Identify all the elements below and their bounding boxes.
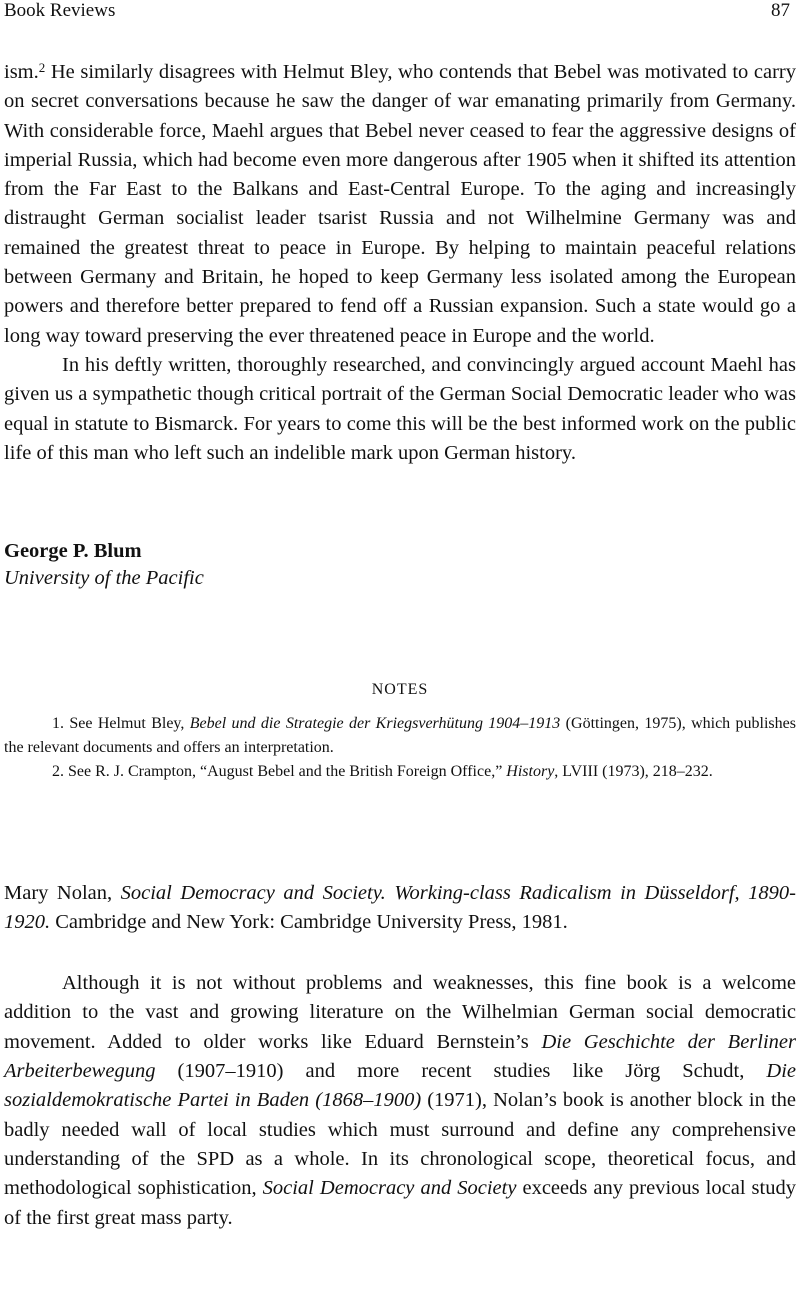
review-1-body [4,58,796,468]
book-author: Mary Nolan, [4,882,121,905]
book-publisher: Cambridge and New York: Cambridge University Press, 1981. [50,911,568,934]
reviewer-signature [4,538,796,592]
review-2-citation [4,879,796,937]
cited-title: Die sozialdemokratische Partei in Baden (1868–1900) [4,1060,796,1112]
review-1-paragraph-1 [4,58,796,351]
review-2-body [4,969,796,1233]
note-2 [4,760,796,784]
text-run: ism. [4,61,39,83]
running-head [4,0,796,26]
text-run: exceeds any previous local study of the first great mass party. [4,1177,796,1229]
notes-heading: NOTES [371,681,429,699]
review-1-paragraph-2: In his deftly written, thoroughly researched, and convincingly argued account Maehl has given us a sympathetic though critical portrait of the German Social Democratic leader who was equal in statute to Bismarck. For years to come this will be the best informed work on the public life of this man who left such an indelible mark upon German history. [4,353,796,464]
text-run: He similarly disagrees with Helmut Bley, who contends that Bebel was motivated to carry on secret conversations because he saw the danger of war emanating primarily from Germany. With considerable force, Maehl argues that Bebel never ceased to fear the aggressive designs of imperial Russia, which had become even more dangerous after 1905 when it shifted its attention from the Far East to the Balkans and East-Central Europe. To the aging and increasingly distraught German socialist leader tsarist Russia and not Wilhelmine Germany was and remained the greatest threat to peace in Europe. By helping to maintain peaceful relations between Germany and Britain, he hoped to keep Germany less isolated among the European powers and therefore better prepared to fend off a Russian expansion. Such a state would go a long way toward preserving the ever threatened peace in Europe and the world. [4,61,796,347]
text-run: , LVIII (1973), 218–232. [554,763,713,781]
footnote-ref-2: 2 [38,60,46,75]
cited-title: Die Geschichte der Berliner Arbeiterbewegung [4,1030,796,1083]
text-run: Although it is not without problems and weaknesses, this fine book is a welcome addition to the vast and growing literature on the Wilhelmian German social democratic movement. Added to older works like Eduard Bernstein’s [4,972,796,1053]
note-2-journal: History [506,763,555,781]
text-run: (1907–1910) and more recent studies like Jörg Schudt, [155,1060,767,1083]
text-run: (1971), Nolan’s book is another block in the badly needed wall of local studies which must surround and define any comprehensive understanding of the SPD as a whole. In its chronological scope, theoretical focus, and methodological sophistication, [4,1089,796,1200]
text-run: 1. See Helmut Bley, [52,715,190,733]
book-title: Social Democracy and Society. Working-class Radicalism in Düsseldorf, 1890-1920. [4,882,796,934]
notes-list [4,712,796,784]
journal-page [4,0,796,1233]
running-head-section: Book Reviews [4,0,116,21]
note-1-title: Bebel und die Strategie der Kriegsverhütung 1904–1913 [189,715,561,733]
note-1 [4,712,796,760]
text-run: 2. See R. J. Crampton, “August Bebel and the British Foreign Office,” [52,763,507,781]
review-2-paragraph-1 [4,969,796,1233]
cited-title: Social Democracy and Society [262,1177,517,1200]
reviewer-name: George P. Blum [4,540,142,563]
page-number: 87 [771,0,790,21]
reviewer-affiliation: University of the Pacific [4,567,204,590]
text-run: (Göttingen, 1975), which publishes the relevant documents and offers an interpretation. [4,715,796,757]
